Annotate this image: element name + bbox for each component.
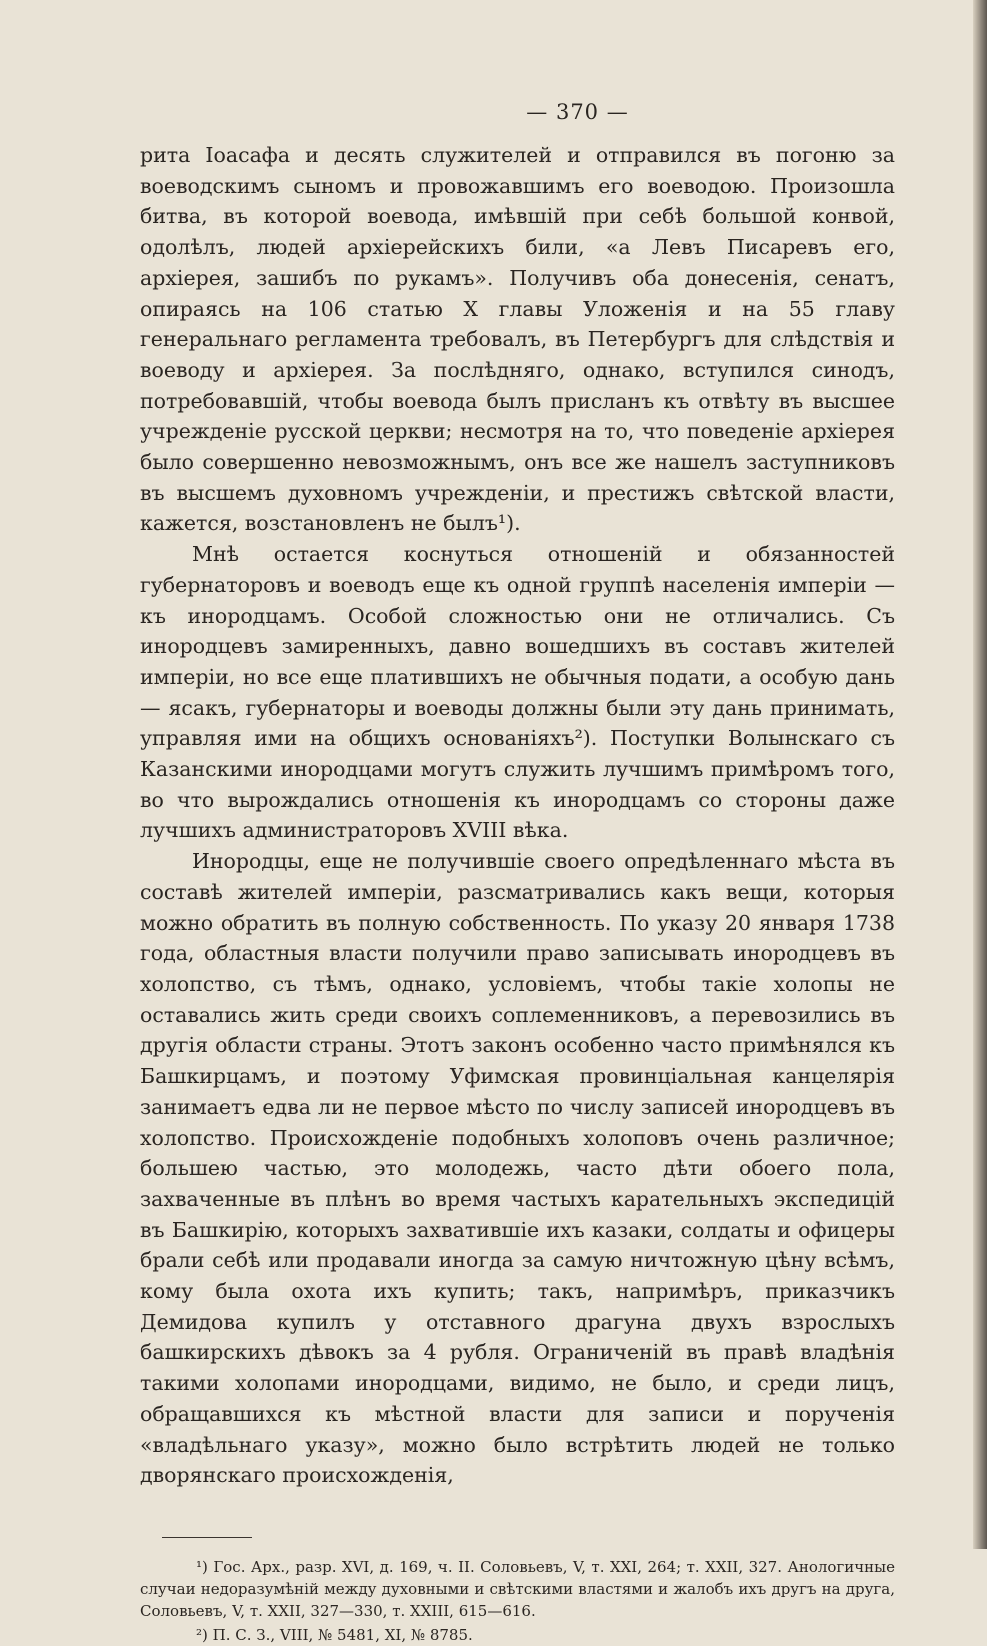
book-spine-shadow	[973, 0, 987, 1549]
paragraph-inorodtsy-serfdom: Инородцы, еще не получившіе своего опредѣленнаго мѣста въ составѣ жителей имперіи, разсматривались какъ вещи, которыя можно обратить въ полную собственность. По указу 20 января 1738 года, областныя власти получили право записывать инородцевъ въ холопство, съ тѣмъ, однако, условіемъ, чтобы такіе холопы не оставались жить среди своихъ соплеменниковъ, а перевозились въ другія области страны. Этотъ законъ особенно часто примѣнялся къ Башкирцамъ, и поэтому Уфимская провинціальная канцелярія занимаетъ едва ли не первое мѣсто по числу записей инородцевъ въ холопство. Происхожденіе подобныхъ холоповъ очень различное; большею частью, это молодежь, часто дѣти обоего пола, захваченные въ плѣнъ во время частыхъ карательныхъ экспедицій въ Башкирію, которыхъ захватившіе ихъ казаки, солдаты и офицеры брали себѣ или продавали иногда за самую ничтожную цѣну всѣмъ, кому была охота ихъ купить; такъ, напримѣръ, приказчикъ Демидова купилъ у отставного драгуна двухъ взрослыхъ башкирскихъ дѣвокъ за 4 рубля. Ограниченій въ правѣ владѣнія такими холопами инородцами, видимо, не было, и среди лицъ, обращавшихся къ мѣстной власти для записи и порученія «владѣльнаго указу», можно было встрѣтить людей не только дворянскаго происхожденія,	[140, 849, 895, 1488]
footnote-divider	[162, 1537, 252, 1538]
paragraph-inorodtsy-obligations: Мнѣ остается коснуться отношеній и обязанностей губернаторовъ и воеводъ еще къ одной группѣ населенія имперіи — къ инородцамъ. Особой сложностью они не отличались. Съ инородцевъ замиренныхъ, давно вошедшихъ въ составъ жителей имперіи, но все еще платившихъ не обычныя подати, а особую дань — ясакъ, губернаторы и воеводы должны были эту дань принимать, управляя ими на общихъ основаніяхъ²). Поступки Волынскаго съ Казанскими инородцами могутъ служить лучшимъ примѣромъ того, во что вырождались отношенія къ инородцамъ со стороны даже лучшихъ администраторовъ XVIII вѣка.	[140, 542, 895, 843]
page-number: — 370 —	[526, 100, 629, 124]
page	[140, 100, 895, 1646]
paragraph-continuation: рита Іоасафа и десять служителей и отправился въ погоню за воеводскимъ сыномъ и провожавшимъ его воеводою. Произошла битва, въ которой воевода, имѣвшій при себѣ большой конвой, одолѣлъ, людей архіерейскихъ били, «а Левъ Писаревъ его, архіерея, зашибъ по рукамъ». Получивъ оба донесенія, сенатъ, опираясь на 106 статью X главы Уложенія и на 55 главу генеральнаго регламента требовалъ, въ Петербургъ для слѣдствія и воеводу и архіерея. За послѣдняго, однако, вступился синодъ, потребовавшій, чтобы воевода былъ присланъ къ отвѣту въ высшее учрежденіе русской церкви; несмотря на то, что поведеніе архіерея было совершенно невозможнымъ, онъ все же нашелъ заступниковъ въ высшемъ духовномъ учрежденіи, и престижъ свѣтской власти, кажется, возстановленъ не былъ¹).	[140, 143, 895, 536]
footnotes	[140, 1556, 895, 1646]
footnote-1: ¹) Гос. Арх., разр. XVI, д. 169, ч. II. Соловьевъ, V, т. XXI, 264; т. XXII, 327. Анологичные случаи недоразумѣній между духовными и свѣтскими властями и жалобъ ихъ другъ на друга, Соловьевъ, V, т. XXII, 327—330, т. XXIII, 615—616.	[140, 1557, 895, 1620]
footnote-2: ²) П. С. З., VIII, № 5481, XI, № 8785.	[196, 1625, 473, 1644]
body-text	[140, 140, 895, 1491]
